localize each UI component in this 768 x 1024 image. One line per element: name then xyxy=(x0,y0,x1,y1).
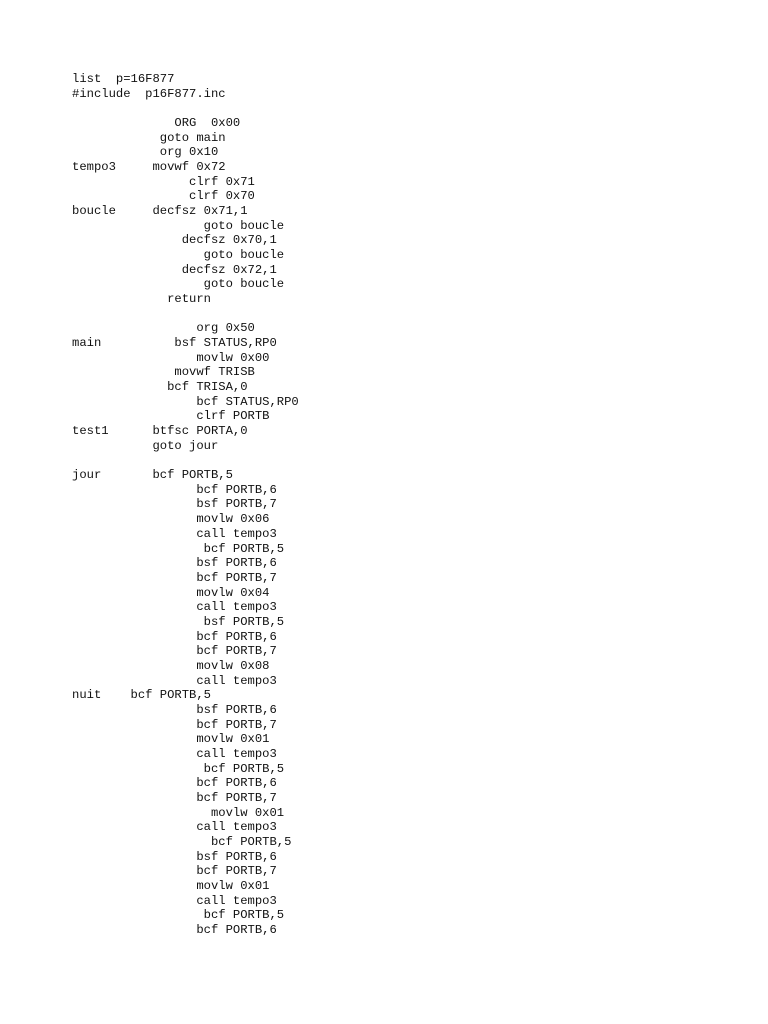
code-line: movlw 0x01 xyxy=(72,878,270,893)
code-line: bcf PORTB,5 xyxy=(72,834,292,849)
code-line xyxy=(72,307,299,322)
code-line: bsf PORTB,6 xyxy=(72,556,277,571)
code-line: bcf PORTB,5 xyxy=(72,908,285,923)
code-line: bcf PORTB,7 xyxy=(72,790,277,805)
code-line: call tempo3 xyxy=(72,673,277,688)
code-line: bcf PORTB,6 xyxy=(72,482,277,497)
code-line: movlw 0x00 xyxy=(72,350,270,365)
code-line: call tempo3 xyxy=(72,600,277,615)
code-line: movlw 0x01 xyxy=(72,805,285,820)
code-line: goto boucle xyxy=(72,277,285,292)
code-line: bcf PORTB,6 xyxy=(72,629,277,644)
code-line xyxy=(72,101,299,116)
code-line: call tempo3 xyxy=(72,526,277,541)
code-line: decfsz 0x72,1 xyxy=(72,262,277,277)
code-line: movlw 0x04 xyxy=(72,585,270,600)
code-line: bsf PORTB,5 xyxy=(72,614,285,629)
code-line: call tempo3 xyxy=(72,746,277,761)
code-line: movlw 0x08 xyxy=(72,658,270,673)
code-line: call tempo3 xyxy=(72,893,277,908)
code-line: clrf PORTB xyxy=(72,409,270,424)
code-line: goto main xyxy=(72,130,226,145)
code-line: goto jour xyxy=(72,438,219,453)
code-line: bcf PORTB,7 xyxy=(72,570,277,585)
code-line: movwf TRISB xyxy=(72,365,255,380)
code-line: ORG 0x00 xyxy=(72,116,241,131)
code-line: clrf 0x71 xyxy=(72,174,255,189)
code-line: clrf 0x70 xyxy=(72,189,255,204)
code-line: tempo3 movwf 0x72 xyxy=(72,160,226,175)
code-line xyxy=(72,453,299,468)
code-line: bcf PORTB,7 xyxy=(72,717,277,732)
code-line: bcf PORTB,7 xyxy=(72,644,277,659)
code-line: bcf PORTB,5 xyxy=(72,761,285,776)
code-line: list p=16F877 xyxy=(72,72,175,86)
code-line: bsf PORTB,6 xyxy=(72,702,277,717)
code-line: bcf PORTB,6 xyxy=(72,922,277,937)
code-line: test1 btfsc PORTA,0 xyxy=(72,424,248,439)
code-line: decfsz 0x70,1 xyxy=(72,233,277,248)
code-line: #include p16F877.inc xyxy=(72,86,226,101)
code-line: org 0x10 xyxy=(72,145,219,160)
code-line: bsf PORTB,6 xyxy=(72,849,277,864)
code-line: org 0x50 xyxy=(72,321,255,336)
code-line: bcf PORTB,6 xyxy=(72,776,277,791)
code-line: movlw 0x06 xyxy=(72,512,270,527)
code-line: boucle decfsz 0x71,1 xyxy=(72,204,248,219)
code-line: bcf STATUS,RP0 xyxy=(72,394,299,409)
code-line: return xyxy=(72,292,211,307)
assembly-code-listing xyxy=(72,72,299,938)
code-line: main bsf STATUS,RP0 xyxy=(72,336,277,351)
code-line: bcf PORTB,7 xyxy=(72,864,277,879)
code-line: bsf PORTB,7 xyxy=(72,497,277,512)
code-line: bcf PORTB,5 xyxy=(72,541,285,556)
code-line: jour bcf PORTB,5 xyxy=(72,468,233,483)
code-line: goto boucle xyxy=(72,248,285,263)
code-line: call tempo3 xyxy=(72,820,277,835)
code-line: goto boucle xyxy=(72,218,285,233)
code-line: bcf TRISA,0 xyxy=(72,380,248,395)
code-line: nuit bcf PORTB,5 xyxy=(72,688,211,703)
code-line: movlw 0x01 xyxy=(72,732,270,747)
